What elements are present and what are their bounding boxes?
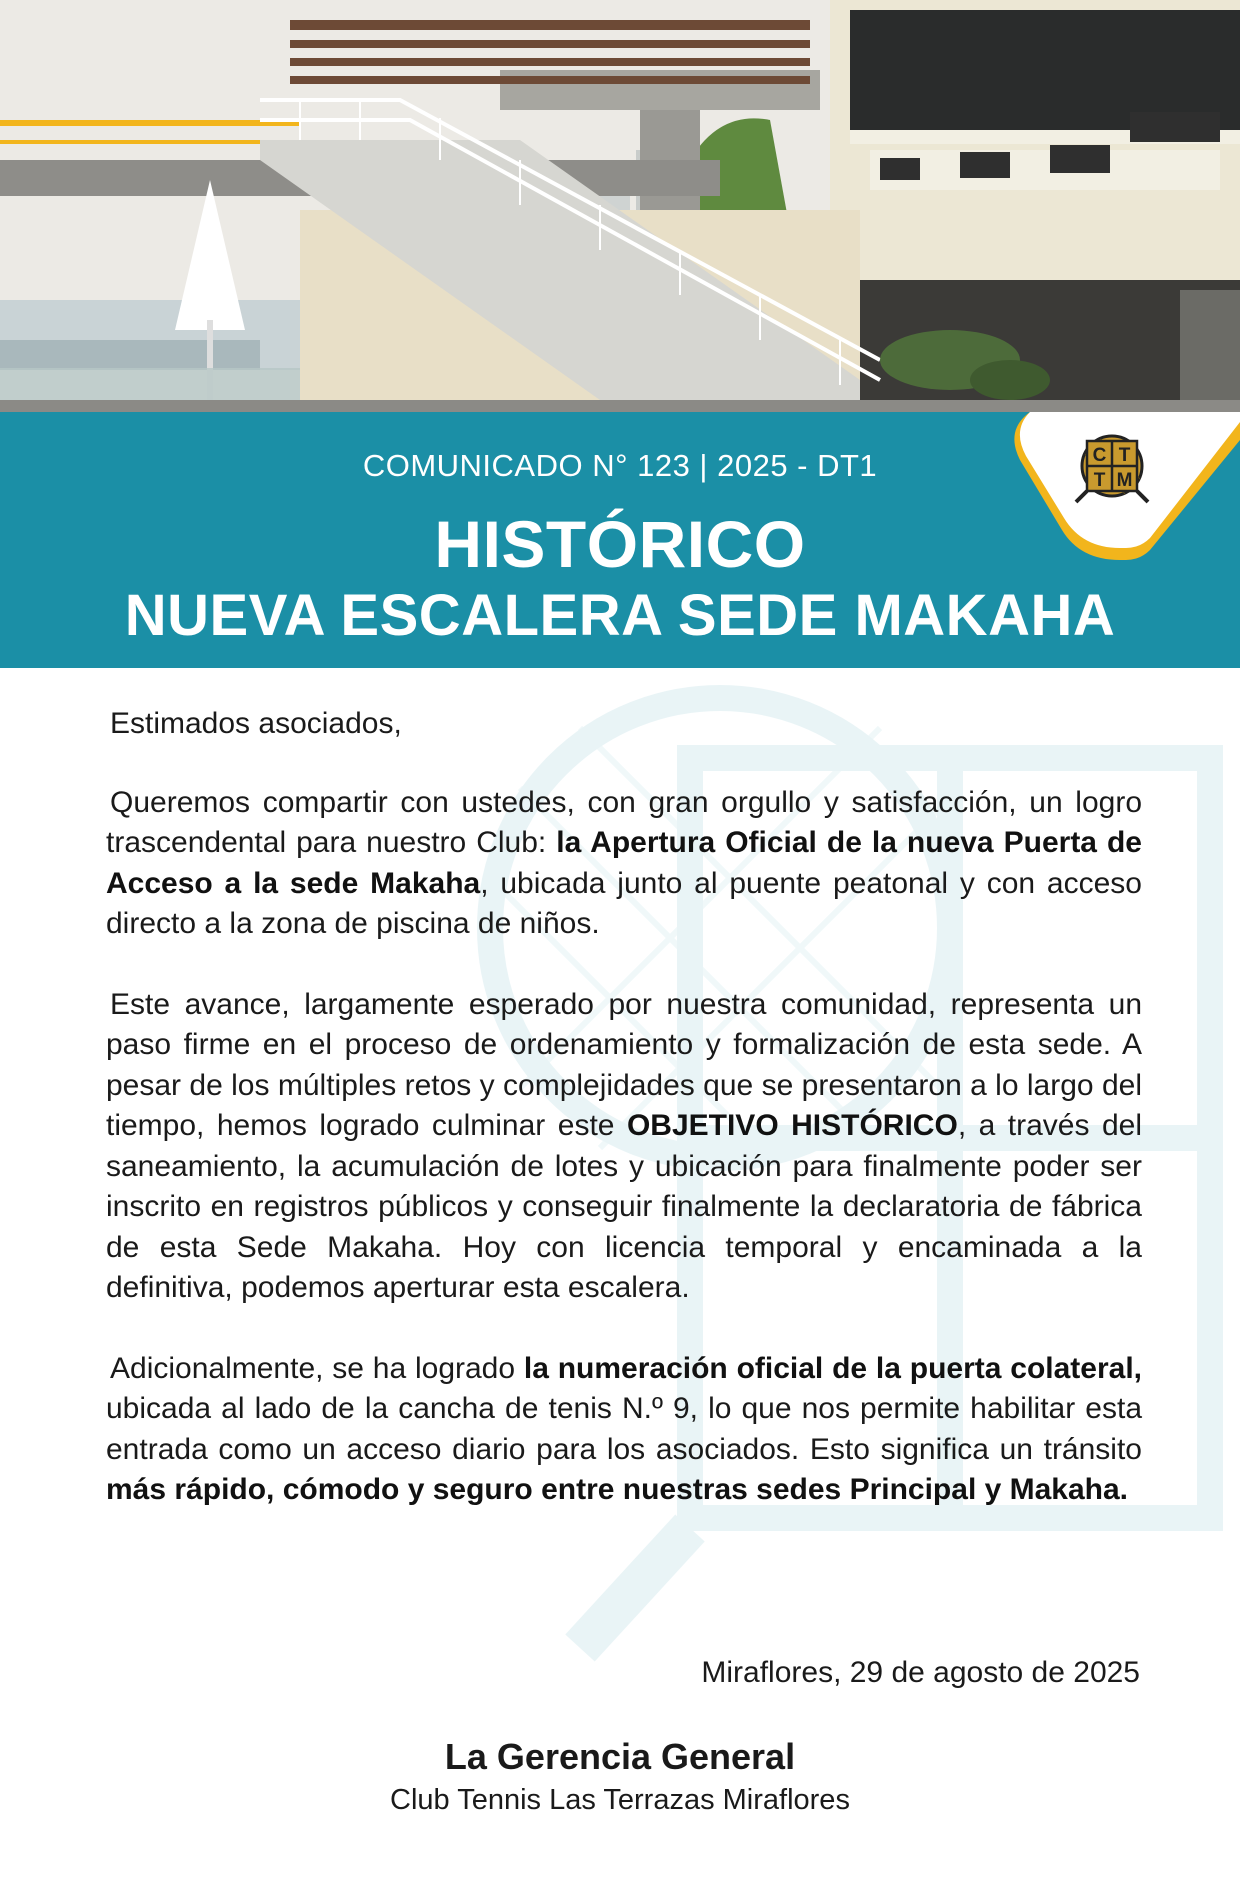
date-line: Miraflores, 29 de agosto de 2025 <box>701 1656 1140 1689</box>
paragraph-1 <box>106 783 1142 945</box>
communique-number: COMUNICADO N° 123 | 2025 - DT1 <box>362 448 878 483</box>
signature-club: Club Tennis Las Terrazas Miraflores <box>390 1784 850 1816</box>
paragraph-3-text-a: Adicionalmente, se ha logrado <box>110 1351 524 1385</box>
greeting: Estimados asociados, <box>110 707 402 740</box>
title-line-2: NUEVA ESCALERA SEDE MAKAHA <box>124 583 1116 648</box>
communique-body <box>106 704 1142 1551</box>
paragraph-1-text-c: , ubicada junto al puente peatonal y con acceso directo a la zona de piscina de niños. <box>106 866 1142 940</box>
paragraph-2-bold: OBJETIVO HISTÓRICO <box>626 1109 958 1142</box>
paragraph-1-bold: la Apertura Oficial de la nueva Puerta de Acceso a la sede Makaha <box>106 826 1142 900</box>
title-line-1: HISTÓRICO <box>434 507 806 581</box>
paragraph-3 <box>106 1349 1142 1511</box>
logo-letter-c: C <box>1092 445 1107 466</box>
signature-title: La Gerencia General <box>444 1736 796 1777</box>
header-photo <box>0 0 1240 412</box>
paragraph-2 <box>106 985 1142 1309</box>
paragraph-3-bold-1: la numeración oficial de la puerta colateral, <box>523 1351 1142 1385</box>
logo-letter-t1: T <box>1118 445 1131 466</box>
paragraph-2-text-a: Este avance, largamente esperado por nuestra comunidad, representa un paso firme en el proceso de ordenamiento y formalización de esta sede. A pesar de los múltiples retos y complejidades que se presentaron a lo largo del tiempo, hemos logrado culminar este <box>106 987 1142 1142</box>
staircase-photo-illustration <box>0 0 1240 412</box>
paragraph-3-bold-2: más rápido, cómodo y seguro entre nuestras sedes Principal y Makaha. <box>106 1473 1129 1506</box>
paragraph-3-text-c: ubicada al lado de la cancha de tenis N.º 9, lo que nos permite habilitar esta entrada como un acceso diario para los asociados. Esto significa un tránsito <box>106 1392 1142 1466</box>
logo-letter-m: M <box>1116 470 1133 491</box>
paragraph-2-text-c: , a través del saneamiento, la acumulación de lotes y ubicación para finalmente poder ser inscrito en registros públicos y conseguir finalmente la declaratoria de fábrica de esta Sede Makaha. Hoy con licencia temporal y encaminada a la definitiva, podemos aperturar esta escalera. <box>106 1109 1142 1304</box>
logo-letter-t2: T <box>1093 470 1106 491</box>
paragraph-1-text-a: Queremos compartir con ustedes, con gran orgullo y satisfacción, un logro trascendental para nuestro Club: <box>106 785 1142 859</box>
